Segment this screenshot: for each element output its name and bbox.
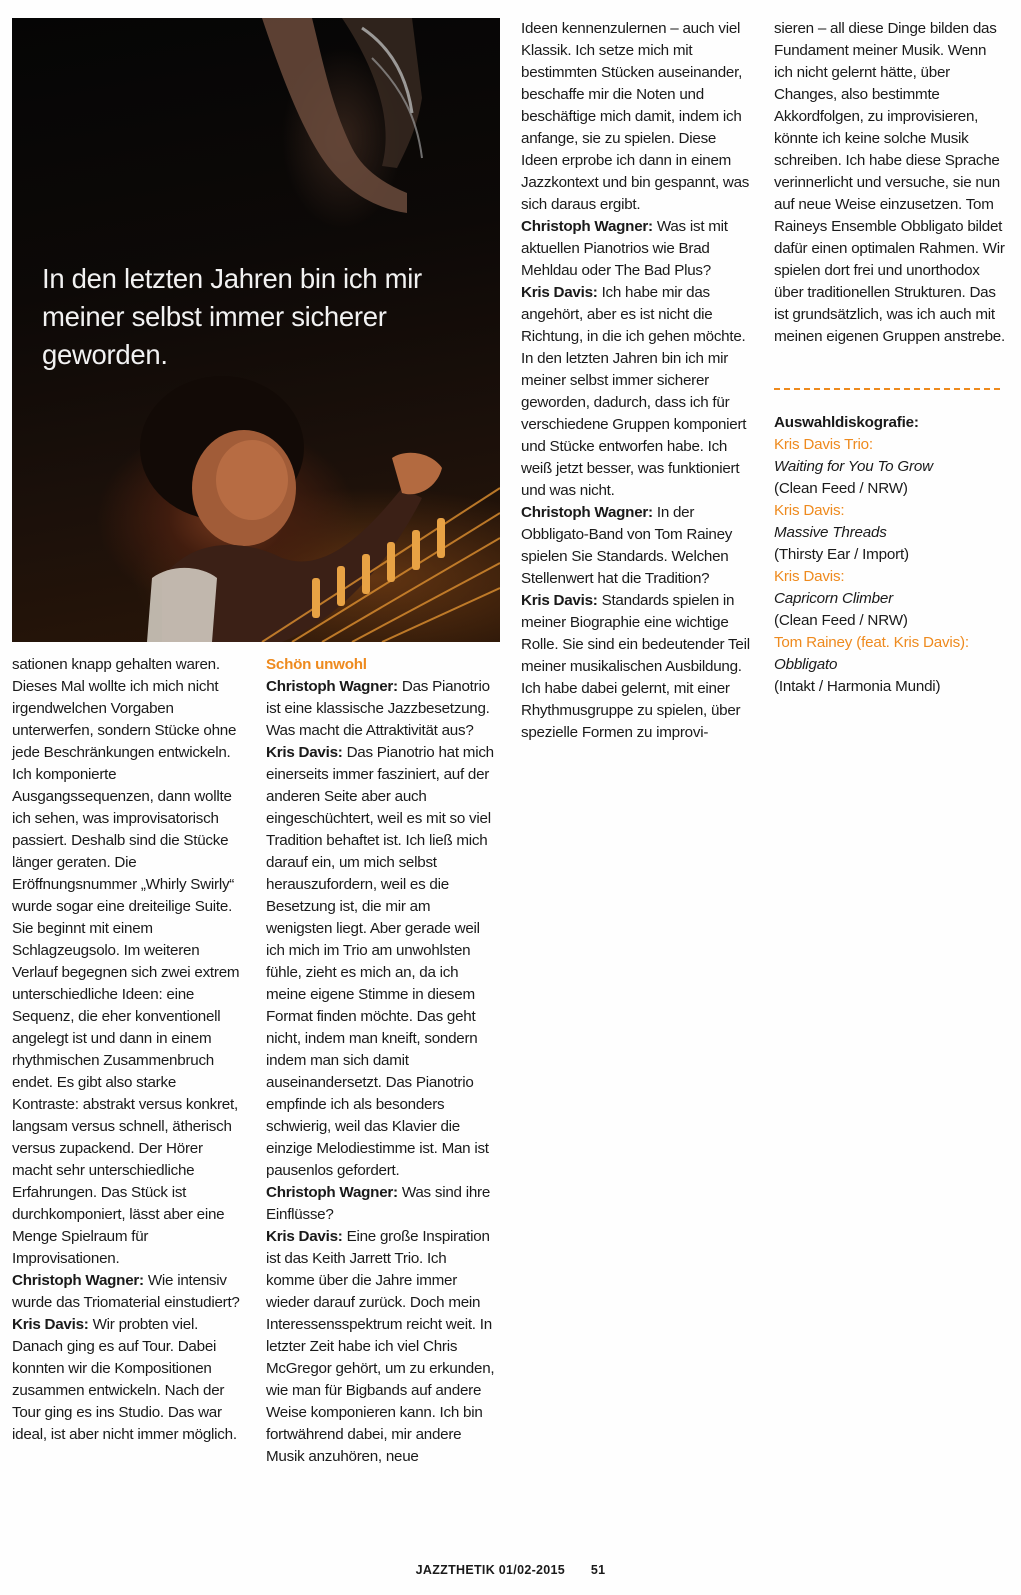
paragraph: Christoph Wagner: Was sind ihre Einflüsse? [266, 1184, 491, 1223]
disco-album: Obbligato [774, 656, 838, 673]
article-column-2 [266, 654, 498, 1468]
page-footer [0, 1563, 1021, 1577]
disco-album: Capricorn Climber [774, 590, 893, 607]
pull-quote: In den letzten Jahren bin ich mir meiner selbst immer sicherer geworden. [42, 263, 422, 370]
paragraph: Kris Davis: Eine große Inspiration ist das Keith Jarrett Trio. Ich komme über die Jahre immer wieder darauf zurück. Doch mein Interessensspektrum reicht weit. In letzter Zeit habe ich viel Chris McGregor gehört, um zu erkunden, wie man für Bigbands auf andere Weise komponieren kann. Ich bin fortwährend dabei, mir andere Musik anzuhören, neue [266, 1228, 495, 1465]
paragraph: Christoph Wagner: Das Pianotrio ist eine klassische Jazzbesetzung. Was macht die Attraktivität aus? [266, 678, 490, 739]
disco-album: Massive Threads [774, 524, 887, 541]
disco-label: (Thirsty Ear / Import) [774, 546, 909, 563]
page-number: 51 [590, 1563, 606, 1577]
disco-label: (Intakt / Harmonia Mundi) [774, 678, 941, 695]
disco-artist: Kris Davis: [774, 502, 845, 519]
paragraph: sieren – all diese Dinge bilden das Fundament meiner Musik. Wenn ich nicht gelernt hätte, über Changes, also bestimmte Akkordfolgen, zu improvisieren, könnte ich keine solche Musik schreiben. Ich habe diese Sprache verinnerlicht und versuche, sie nun auf neue Weise einzusetzen. Tom Raineys Ensemble Obbligato bildet dafür einen optimalen Rahmen. Wir spielen dort frei und unorthodox über traditionellen Strukturen. Das ist grundsätzlich, was ich auch mit meinen eigenen Gruppen anstrebe. [774, 20, 1005, 345]
paragraph: Kris Davis: Ich habe mir das angehört, aber es ist nicht die Richtung, in die ich gehen möchte. In den letzten Jahren bin ich mir meiner selbst immer sicherer geworden, dadurch, dass ich für verschiedene Gruppen komponiert und Stücke entworfen habe. Ich weiß jetzt besser, was funktioniert und was nicht. [521, 284, 747, 499]
article-column-3 [521, 18, 753, 744]
paragraph: Christoph Wagner: Wie intensiv wurde das Triomaterial einstudiert? [12, 1272, 240, 1311]
disco-label: (Clean Feed / NRW) [774, 480, 908, 497]
paragraph: Christoph Wagner: In der Obbligato-Band von Tom Rainey spielen Sie Standards. Welchen Stellenwert hat die Tradition? [521, 504, 733, 587]
magazine-issue: JAZZTHETIK 01/02-2015 [415, 1563, 566, 1577]
paragraph: Ideen kennenzulernen – auch viel Klassik. Ich setze mich mit bestimmten Stücken auseinander, beschaffe mir die Noten und beschäftige mich damit, indem ich anfange, sie zu spielen. Diese Ideen erprobe ich dann in einem Jazzkontext und bin gespannt, was sich daraus ergibt. [521, 20, 750, 213]
disco-artist: Kris Davis Trio: [774, 436, 873, 453]
article-column-1 [12, 654, 244, 1446]
discography-box [774, 412, 1006, 698]
disco-artist: Kris Davis: [774, 568, 845, 585]
disco-label: (Clean Feed / NRW) [774, 612, 908, 629]
article-photo [12, 18, 500, 642]
paragraph: Christoph Wagner: Was ist mit aktuellen Pianotrios wie Brad Mehldau oder The Bad Plus? [521, 218, 728, 279]
article-column-4 [774, 18, 1006, 348]
paragraph: Kris Davis: Wir probten viel. Danach ging es auf Tour. Dabei konnten wir die Kompositionen zusammen entwickeln. Nach der Tour ging es ins Studio. Das war ideal, ist aber nicht immer möglich. [12, 1316, 237, 1443]
disco-album: Waiting for You To Grow [774, 458, 933, 475]
discography-heading: Auswahldiskografie: [774, 414, 919, 431]
paragraph: Kris Davis: Standards spielen in meiner Biographie eine wichtige Rolle. Sie sind ein bedeutender Teil meiner musikalischen Ausbildung. Ich habe dabei gelernt, mit einer Rhythmusgruppe zu spielen, über spezielle Formen zu improvi- [521, 592, 750, 741]
paragraph: sationen knapp gehalten waren. Dieses Mal wollte ich mich nicht irgendwelchen Vorgaben unterwerfen, sondern Stücke ohne jede Beschränkungen entwickeln. Ich komponierte Ausgangssequenzen, dann wollte ich sehen, was improvisatorisch passiert. Deshalb sind die Stücke länger geraten. Die Eröffnungsnummer „Whirly Swirly“ wurde sogar eine dreiteilige Suite. Sie beginnt mit einem Schlagzeugsolo. Im weiteren Verlauf begegnen sich zwei extrem unterschiedliche Ideen: eine Sequenz, die eher konventionell angelegt ist und dann in einem rhythmischen Zusammenbruch endet. Es gibt also starke Kontraste: abstrakt versus konkret, langsam versus schnell, ätherisch versus zupackend. Der Hörer macht sehr unterschiedliche Erfahrungen. Das Stück ist durchkomponiert, lässt aber eine Menge Spielraum für Improvisationen. [12, 656, 240, 1267]
paragraph: Kris Davis: Das Pianotrio hat mich einerseits immer fasziniert, auf der anderen Seite aber auch eingeschüchtert, weil es mit so viel Tradition behaftet ist. Ich ließ mich darauf ein, um mich selbst herauszufordern, weil es die Besetzung ist, die mir am wenigsten liegt. Aber gerade weil ich mich im Trio am unwohlsten fühle, zieht es mich an, da ich meine eigene Stimme in diesem Format finden möchte. Das geht nicht, indem man kneift, sondern indem man sich damit auseinandersetzt. Das Pianotrio empfinde ich als besonders schwierig, weil das Klavier die einzige Melodiestimme ist. Man ist pausenlos gefordert. [266, 744, 494, 1179]
disco-artist: Tom Rainey (feat. Kris Davis): [774, 634, 969, 651]
dashed-divider [774, 388, 1000, 392]
section-subhead: Schön unwohl [266, 656, 367, 673]
